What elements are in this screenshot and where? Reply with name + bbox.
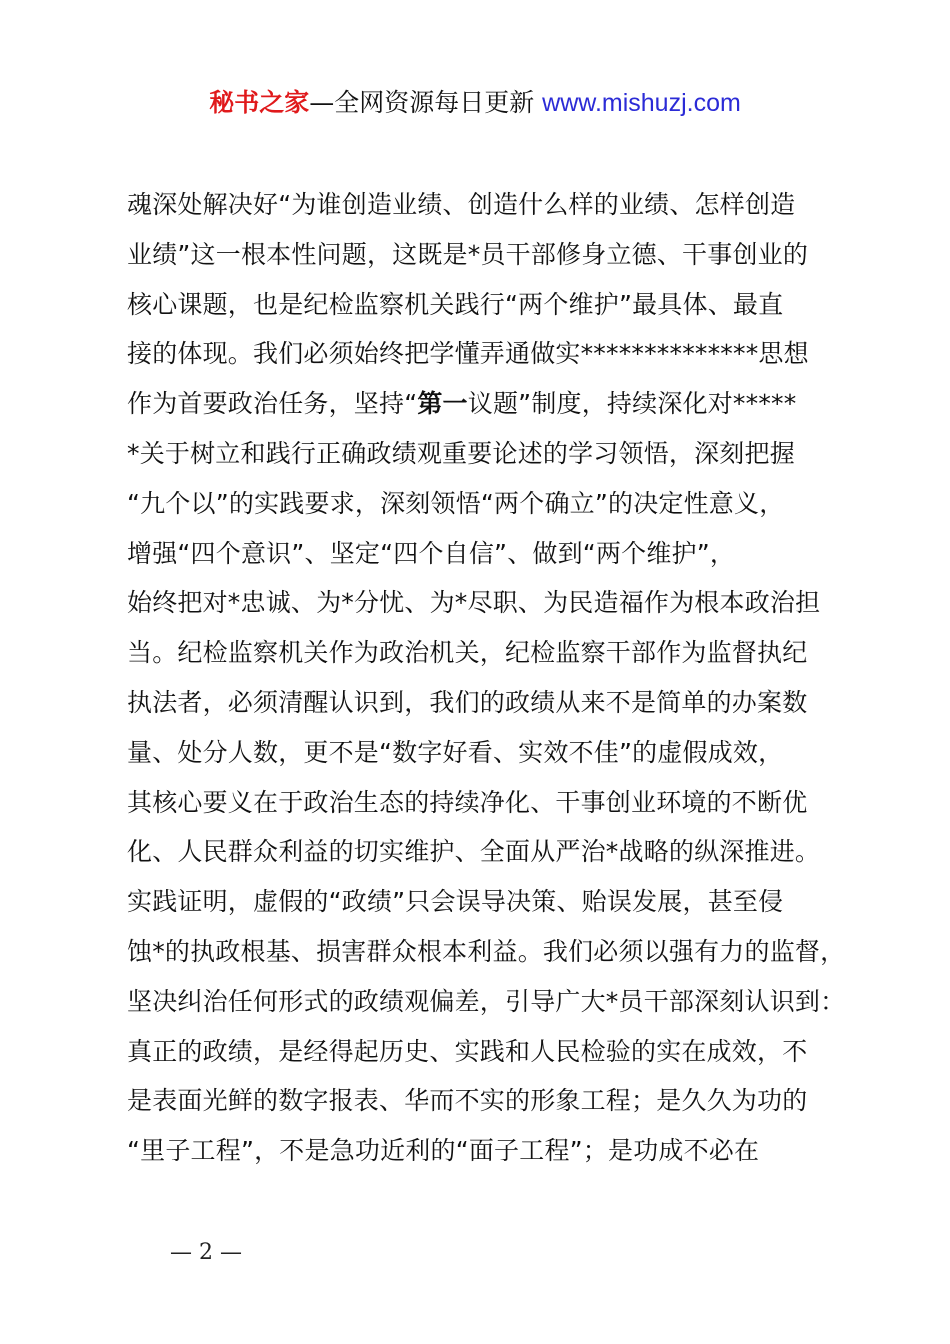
- text-line: 实践证明，虚假的“政绩”只会误导决策、贻误发展，甚至侵: [127, 887, 784, 917]
- text-line: 是表面光鲜的数字报表、华而不实的形象工程；是久久为功的: [127, 1086, 808, 1116]
- text-line: 魂深处解决好“为谁创造业绩、创造什么样的业绩、怎样创造: [127, 190, 796, 219]
- text-line: 核心课题，也是纪检监察机关践行“两个维护”最具体、最直: [127, 289, 784, 319]
- text-line: 蚀*的执政根基、损害群众根本利益。我们必须以强有力的监督，: [127, 936, 846, 966]
- text-line: 接的体现。我们必须始终把学懂弄通做实**************思想: [127, 339, 809, 369]
- text-line: *关于树立和践行正确政绩观重要论述的学习领悟，深刻把握: [127, 438, 795, 468]
- text-line: 始终把对*忠诚、为*分忧、为*尽职、为民造福作为根本政治担: [127, 588, 821, 618]
- text-line: 其核心要义在于政治生态的持续净化、干事创业环境的不断优: [127, 787, 808, 817]
- bold-text: 第一: [417, 389, 468, 419]
- text-line: [127, 379, 867, 429]
- text-line: 当。纪检监察机关作为政治机关，纪检监察干部作为监督执纪: [127, 638, 808, 668]
- document-body: [127, 180, 867, 1176]
- text-line: “里子工程”，不是急功近利的“面子工程”；是功成不必在: [127, 1136, 760, 1166]
- text-line: 增强“四个意识”、坚定“四个自信”、做到“两个维护”，: [127, 538, 736, 568]
- text-line: 量、处分人数，更不是“数字好看、实效不佳”的虚假成效，: [127, 737, 784, 767]
- text-line: “九个以”的实践要求，深刻领悟“两个确立”的决定性意义，: [127, 488, 785, 518]
- text-line: 真正的政绩，是经得起历史、实践和人民检验的实在成效，不: [127, 1036, 808, 1066]
- text-line: 化、人民群众利益的切实维护、全面从严治*战略的纵深推进。: [127, 837, 821, 867]
- site-header: [0, 86, 950, 120]
- text-segment: 议题”制度，持续深化对*****: [467, 389, 797, 419]
- site-url[interactable]: www.mishuzj.com: [542, 89, 741, 117]
- text-segment: 作为首要政治任务，坚持“: [127, 389, 418, 419]
- text-line: 执法者，必须清醒认识到，我们的政绩从来不是简单的办案数: [127, 687, 808, 717]
- text-line: 业绩”这一根本性问题，这既是*员干部修身立德、干事创业的: [127, 239, 809, 269]
- page-number: — 2 —: [170, 1240, 242, 1265]
- site-slogan: —全网资源每日更新: [309, 88, 543, 117]
- text-line: 坚决纠治任何形式的政绩观偏差，引导广大*员干部深刻认识到：: [127, 986, 846, 1016]
- site-brand: 秘书之家: [209, 88, 310, 117]
